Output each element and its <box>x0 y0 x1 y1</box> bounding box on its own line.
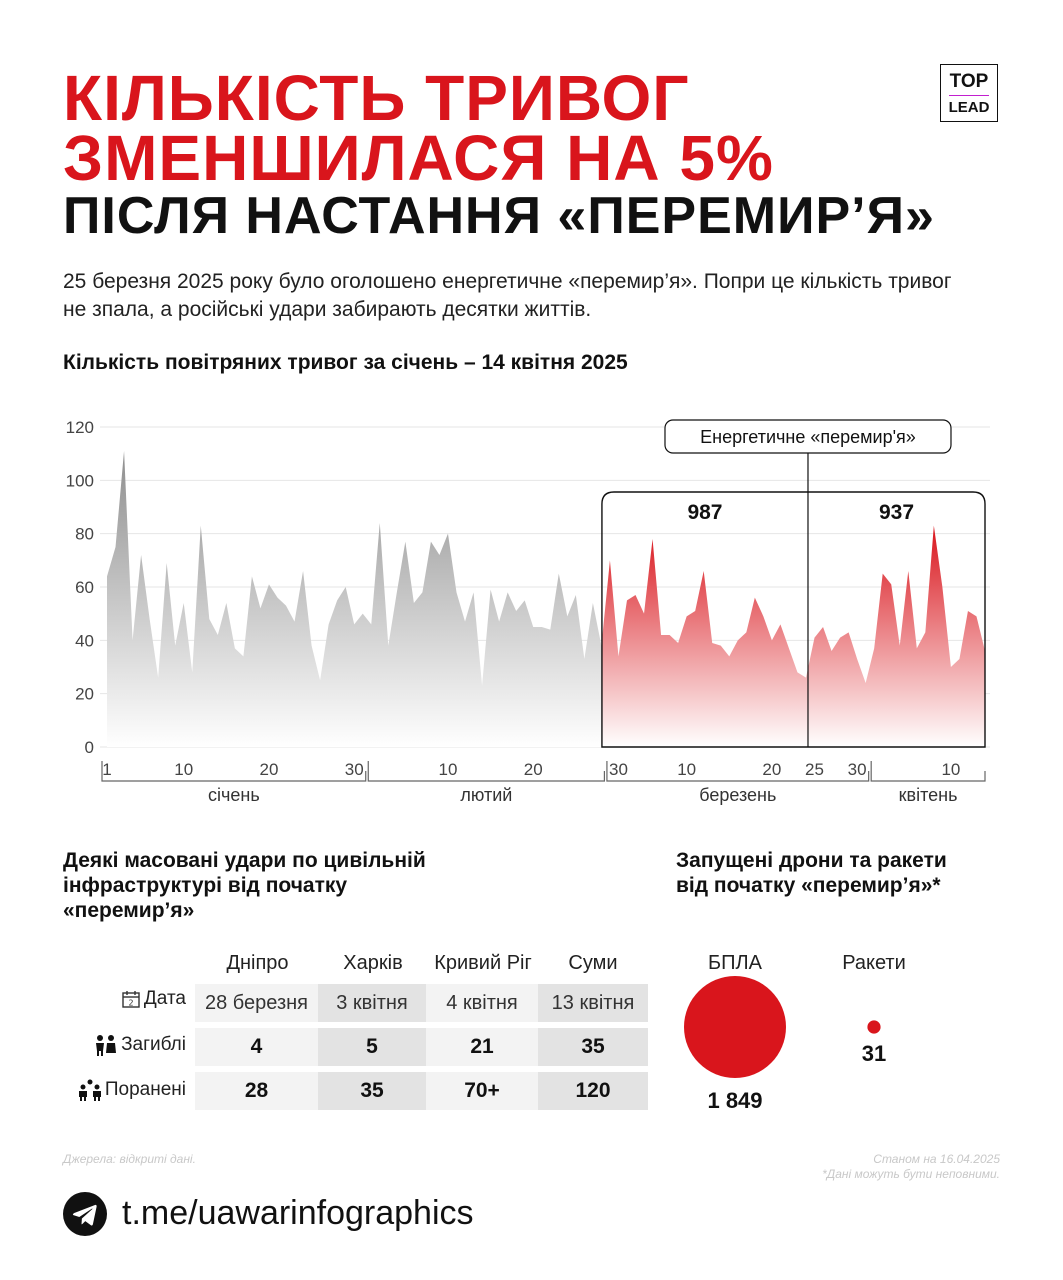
month-bracket-2 <box>607 761 869 781</box>
top-lead-logo <box>940 64 998 122</box>
logo-divider <box>949 95 989 96</box>
missile-label: Ракети <box>842 952 906 974</box>
drones-bubbles <box>680 972 950 1088</box>
y-tick-0: 0 <box>84 738 94 757</box>
y-tick-120: 120 <box>65 418 94 437</box>
x-tick-березень-20: 20 <box>762 760 782 779</box>
uav-bubble <box>684 976 786 1078</box>
x-tick-січень-30: 30 <box>344 760 364 779</box>
cell-killed-0: 4 <box>195 1028 318 1066</box>
strikes-title: Деякі масовані удари по цивільній інфраструктурі від початку «перемир’я» <box>63 849 426 922</box>
month-bracket-3 <box>871 761 985 781</box>
chart-title: Кількість повітряних тривог за січень – 14 квітня 2025 <box>63 351 628 374</box>
month-label-2: березень <box>699 785 777 805</box>
cell-date-1: 3 квітня <box>318 984 426 1022</box>
cell-date-3: 13 квітня <box>538 984 648 1022</box>
x-tick-лютий-20: 20 <box>523 760 543 779</box>
logo-top-text: TOP <box>949 71 989 92</box>
cell-injured-3: 120 <box>538 1072 648 1110</box>
y-tick-100: 100 <box>65 471 94 491</box>
headline-line-3: ПІСЛЯ НАСТАННЯ «ПЕРЕМИР’Я» <box>63 187 935 245</box>
row-label-date-text: Дата <box>143 988 186 1009</box>
row-label-injured <box>56 1079 186 1101</box>
month-bracket-1 <box>368 761 604 781</box>
y-axis <box>66 418 94 757</box>
alerts-area-chart <box>0 400 1063 810</box>
x-tick-січень-20: 20 <box>259 760 279 779</box>
cell-killed-3: 35 <box>538 1028 648 1066</box>
x-tick-лютий-10: 10 <box>438 760 458 779</box>
y-tick-20: 20 <box>75 684 94 704</box>
box-label-before: 987 <box>687 501 723 524</box>
city-header-dnipro: Дніпро <box>226 952 289 974</box>
row-label-date <box>56 988 186 1010</box>
cell-date-0: 28 березня <box>195 984 318 1022</box>
month-label-0: січень <box>208 785 260 805</box>
city-header-kharkiv: Харків <box>343 952 403 974</box>
mourners-icon <box>94 1034 118 1056</box>
x-tick-квітень-10: 10 <box>941 760 961 779</box>
truce-annotation-text: Енергетичне «перемир'я» <box>700 427 916 447</box>
missile-value: 31 <box>861 1041 887 1066</box>
area-march-april <box>601 526 985 747</box>
y-tick-60: 60 <box>75 578 94 597</box>
row-label-killed-text: Загиблі <box>121 1034 186 1056</box>
cell-killed-1: 5 <box>318 1028 426 1066</box>
month-bracket-0 <box>102 761 366 781</box>
x-axis <box>102 760 985 805</box>
x-tick-березень-10: 10 <box>677 760 697 779</box>
injured-icon <box>78 1079 102 1101</box>
logo-bottom-text: LEAD <box>948 99 990 116</box>
calendar-icon <box>121 989 141 1009</box>
cell-killed-2: 21 <box>426 1028 538 1066</box>
x-tick-лютий-30: 30 <box>608 760 628 779</box>
telegram-plane-glyph <box>63 1192 107 1236</box>
headline-line-2: ЗМЕНШИЛАСЯ НА 5% <box>63 122 774 194</box>
lede-paragraph: 25 березня 2025 року було оголошено енергетичне «перемир’я». Попри це кількість тривог не зпала, а російські удари забирають десятки життів. <box>63 270 952 321</box>
cell-injured-1: 35 <box>318 1072 426 1110</box>
x-tick-березень-30: 30 <box>847 760 867 779</box>
y-tick-40: 40 <box>75 631 94 651</box>
y-tick-80: 80 <box>75 524 94 544</box>
footer-notes <box>822 1152 1000 1182</box>
box-label-after: 937 <box>878 501 915 524</box>
x-tick-січень-1: 1 <box>102 760 112 779</box>
x-tick-березень-25: 25 <box>805 760 824 779</box>
as-of-date: Станом на 16.04.2025 <box>873 1152 1000 1166</box>
area-before-march <box>107 451 601 747</box>
headline-line-1: КІЛЬКІСТЬ ТРИВОГ <box>63 62 690 134</box>
telegram-link[interactable]: t.me/uawarinfographics <box>122 1194 474 1232</box>
source-note: Джерела: відкриті дані. <box>63 1152 196 1166</box>
month-label-1: лютий <box>460 785 513 805</box>
row-label-injured-text: Поранені <box>104 1079 186 1101</box>
missile-bubble <box>867 1020 880 1033</box>
city-header-sumy: Суми <box>568 952 618 974</box>
uav-label: БПЛА <box>708 952 762 974</box>
uav-value: 1 849 <box>707 1088 763 1113</box>
row-label-killed <box>56 1034 186 1056</box>
drones-title: Запущені дрони та ракети від початку «перемир’я»* <box>676 849 947 897</box>
cell-date-2: 4 квітня <box>426 984 538 1022</box>
telegram-icon[interactable] <box>63 1192 107 1236</box>
data-disclaimer: *Дані можуть бути неповними. <box>822 1167 1000 1181</box>
cell-injured-0: 28 <box>195 1072 318 1110</box>
city-header-kryvyi-rih: Кривий Ріг <box>434 952 532 974</box>
chart-areas <box>107 451 985 747</box>
month-label-3: квітень <box>898 785 958 805</box>
cell-injured-2: 70+ <box>426 1072 538 1110</box>
x-tick-січень-10: 10 <box>174 760 194 779</box>
svg-text:2: 2 <box>128 998 134 1008</box>
